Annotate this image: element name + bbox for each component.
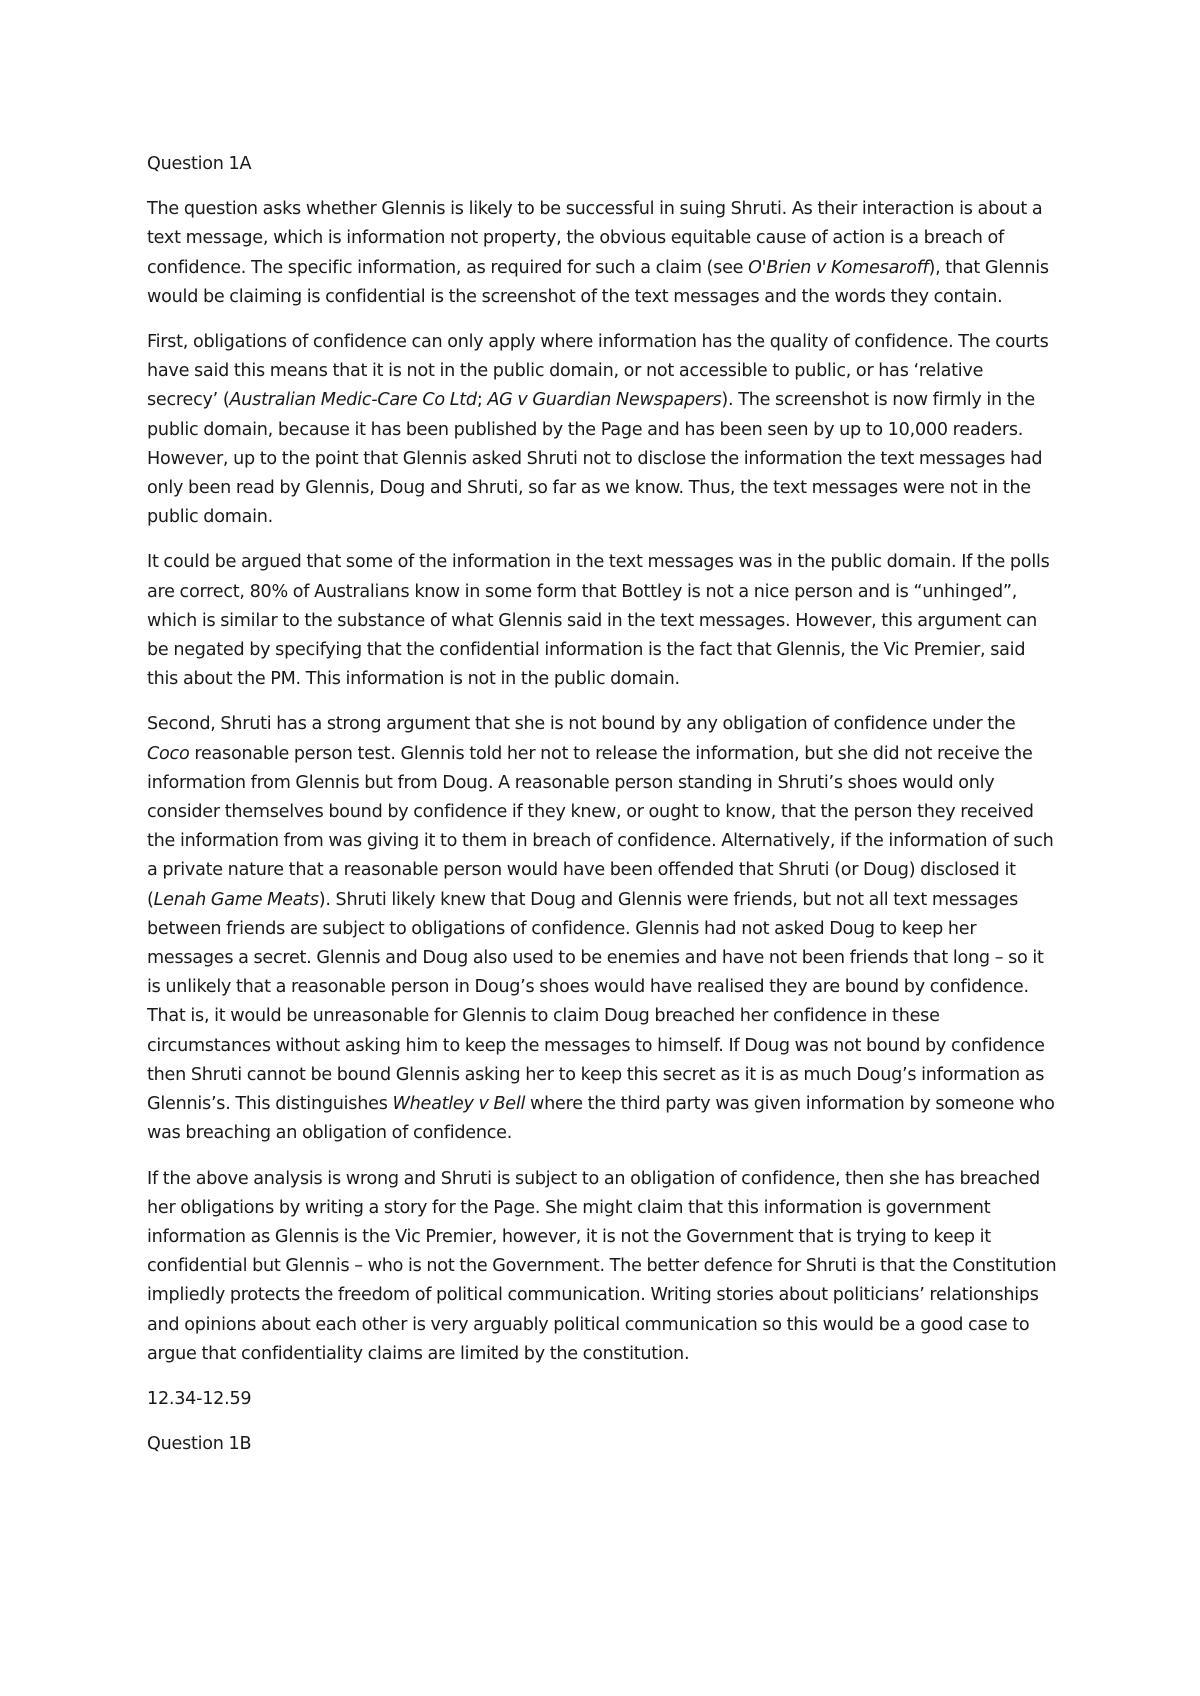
paragraph-2	[147, 328, 1059, 532]
paragraph-4-text-a: Second, Shruti has a strong argument that she is not bound by any obligation of confidence under the	[147, 714, 1016, 735]
citation-separator: ;	[476, 390, 488, 411]
case-citation: AG v Guardian Newspapers	[487, 390, 722, 411]
paragraph-5: If the above analysis is wrong and Shruti is subject to an obligation of confidence, then she has breached her obligations by writing a story for the Page. She might claim that this information is government information as Glennis is the Vic Premier, however, it is not the Government that is trying to keep it confidential but Glennis – who is not the Government. The better defence for Shruti is that the Constitution impliedly protects the freedom of political communication. Writing stories about politicians’ relationships and opinions about each other is very arguably political communication so this would be a good case to argue that confidentiality claims are limited by the constitution.	[147, 1168, 1057, 1364]
paragraph-1-text-b: ), that Glennis would be claiming is confidential is the screenshot of the text messages and the words they contain.	[147, 257, 1049, 307]
paragraph-2-text-a: First, obligations of confidence can only apply where information has the quality of confidence. The courts have said this means that it is not in the public domain, or not accessible to public, or has ‘relative secrecy’ (	[147, 332, 1049, 411]
paragraph-3: It could be argued that some of the information in the text messages was in the public domain. If the polls are correct, 80% of Australians know in some form that Bottley is not a nice person and is “unhinged”, which is similar to the substance of what Glennis said in the text messages. However, this argument can be negated by specifying that the confidential information is the fact that Glennis, the Vic Premier, said this about the PM. This information is not in the public domain.	[147, 552, 1050, 690]
paragraph-4-text-b: reasonable person test. Glennis told her not to release the information, but she did not receive the information from Glennis but from Doug. A reasonable person standing in Shruti’s shoes would only consider themselves bound by confidence if they knew, or ought to know, that the person they received the information from was giving it to them in breach of confidence. Alternatively, if the information of such a private nature that a reasonable person would have been offended that Shruti (or Doug) disclosed it (	[147, 743, 1054, 910]
paragraph-2-text-b: ). The screenshot is now firmly in the public domain, because it has been published by the Page and has been seen by up to 10,000 readers. However, up to the point that Glennis asked Shruti not to disclose the information the text messages had only been read by Glennis, Doug and Shruti, so far as we know. Thus, the text messages were not in the public domain.	[147, 390, 1043, 528]
case-citation: O'Brien v Komesaroff	[748, 257, 929, 278]
paragraph-4-text-c: ). Shruti likely knew that Doug and Glennis were friends, but not all text messages between friends are subject to obligations of confidence. Glennis had not asked Doug to keep her messages a secret. Glennis and Doug also used to be enemies and have not been friends that long – so it is unlikely that a reasonable person in Doug’s shoes would have realised they are bound by confidence. That is, it would be unreasonable for Glennis to claim Doug breached her confidence in these circumstances without asking him to keep the messages to himself. If Doug was not bound by confidence then Shruti cannot be bound Glennis asking her to keep this secret as it is as much Doug’s information as Glennis’s. This distinguishes	[147, 889, 1045, 1115]
case-citation: Australian Medic-Care Co Ltd	[229, 390, 477, 411]
paragraph-1-text-a: The question asks whether Glennis is likely to be successful in suing Shruti. As their interaction is about a text message, which is information not property, the obvious equitable cause of action is a breach of confidence. The specific information, as required for such a claim (see	[147, 199, 1043, 278]
question-1a-heading: Question 1A	[147, 154, 252, 174]
question-1b-heading: Question 1B	[147, 1434, 252, 1455]
case-citation: Wheatley v Bell	[392, 1094, 526, 1115]
document-body	[147, 150, 1059, 1475]
case-citation: Lenah Game Meats	[153, 889, 319, 910]
paragraph-1	[147, 195, 1059, 312]
paragraph-4	[147, 710, 1059, 1148]
paragraph-4-text-d: where the third party was given information by someone who was breaching an obligation of confidence.	[147, 1094, 1055, 1144]
time-note: 12.34-12.59	[147, 1388, 252, 1409]
case-citation: Coco	[147, 743, 190, 764]
